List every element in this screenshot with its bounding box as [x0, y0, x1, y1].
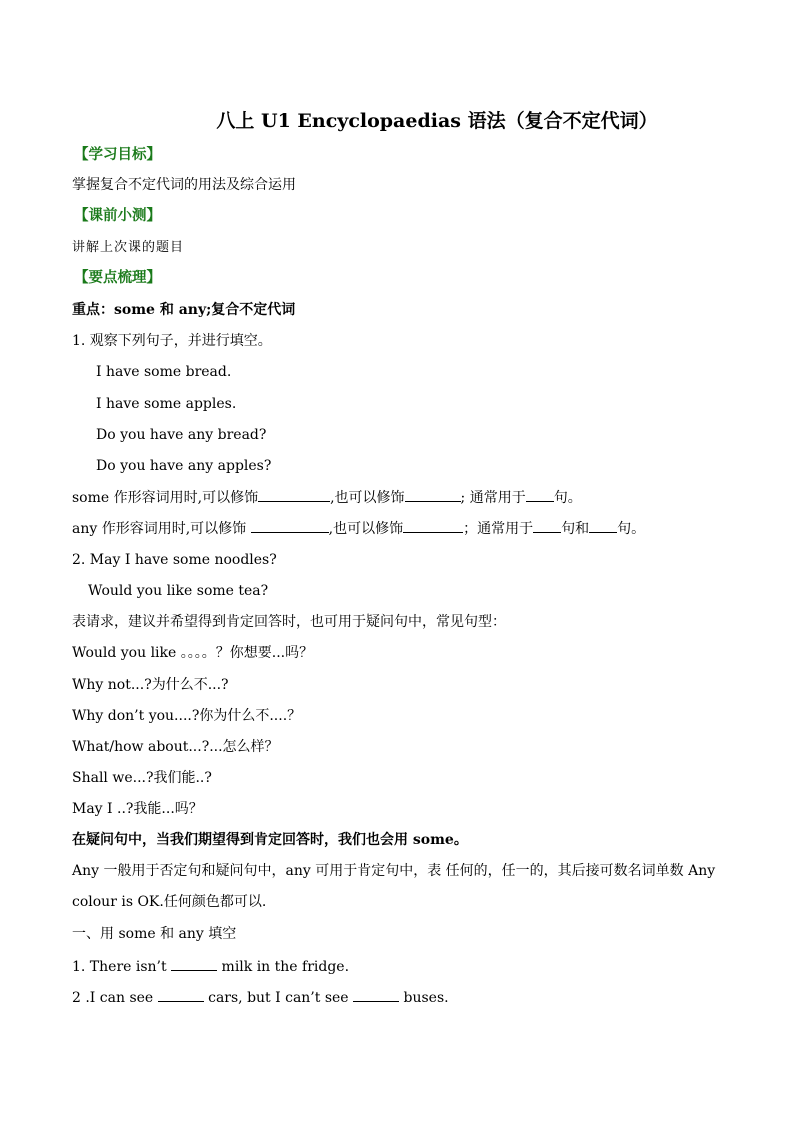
any-note: Any 一般用于否定句和疑问句中，any 可用于肯定句中，表 任何的，任一的，其后接可数名词单数 Any colour is OK.任何颜色都可以. [72, 863, 716, 910]
some-rule-text-b: ,也可以修饰 [330, 490, 405, 506]
blank-field[interactable] [403, 518, 463, 533]
blank-field[interactable] [158, 987, 204, 1002]
pattern-item: What/how about...?...怎么样？ [72, 739, 279, 755]
blank-field[interactable] [258, 487, 330, 502]
any-rule-text-d: 句和 [561, 521, 590, 537]
pattern-item: Shall we...?我们能..? [72, 770, 212, 786]
any-rule-text-c: ；通常用于 [463, 521, 534, 537]
question-2-line-2: Would you like some tea? [88, 583, 269, 599]
exercise-item [72, 987, 449, 1008]
blank-field[interactable] [353, 987, 399, 1002]
any-rule-text-a: any 作形容词用时,可以修饰 [72, 521, 251, 537]
pattern-item: May I ..?我能...吗？ [72, 801, 203, 817]
pretest-text: 讲解上次课的题目 [72, 240, 185, 255]
exercise-2-text-b: cars, but I can’t see [203, 990, 354, 1006]
objective-text: 掌握复合不定代词的用法及综合运用 [72, 177, 296, 193]
pattern-item: Why not...?为什么不...? [72, 677, 229, 693]
any-rule-text-e: 句。 [617, 521, 646, 537]
objective-header: 【学习目标】 [74, 146, 161, 163]
exercise-2-text-a: 2 .I can see [72, 990, 158, 1006]
exercise-1-text-b: milk in the fridge. [217, 959, 350, 975]
any-rule-text-b: ,也可以修饰 [328, 521, 404, 537]
pattern-item: Would you like 。。。。？你想要...吗？ [72, 645, 314, 661]
some-rule [72, 487, 582, 508]
question-1-intro: 1. 观察下列句子，并进行填空。 [72, 333, 272, 349]
pattern-item: Why don’t you....?你为什么不....？ [72, 708, 302, 724]
exercise-header: 一、用 some 和 any 填空 [72, 926, 237, 942]
points-header: 【要点梳理】 [74, 269, 161, 286]
example-sentence: Do you have any apples? [96, 458, 272, 474]
blank-field[interactable] [171, 956, 217, 971]
example-sentence: I have some bread. [96, 364, 232, 380]
exercise-item [72, 956, 349, 977]
exercise-1-text-a: 1. There isn’t [72, 959, 172, 975]
blank-field[interactable] [589, 518, 617, 533]
key-point: 重点：some 和 any;复合不定代词 [72, 302, 296, 318]
some-rule-text-c: ; 通常用于 [460, 490, 526, 506]
blank-field[interactable] [251, 518, 329, 533]
example-sentence: I have some apples. [96, 396, 237, 412]
page-title: 八上 U1 Encyclopaedias 语法（复合不定代词） [216, 110, 658, 132]
question-2-line-1: 2. May I have some noodles? [72, 552, 277, 568]
exercise-2-text-c: buses. [399, 990, 449, 1006]
any-rule [72, 518, 645, 539]
blank-field[interactable] [533, 518, 561, 533]
pretest-header: 【课前小测】 [74, 207, 161, 224]
blank-field[interactable] [526, 487, 554, 502]
request-intro: 表请求，建议并希望得到肯定回答时，也可用于疑问句中，常见句型： [72, 614, 506, 630]
blank-field[interactable] [405, 487, 461, 502]
some-rule-text-a: some 作形容词用时,可以修饰 [72, 490, 259, 506]
example-sentence: Do you have any bread? [96, 427, 267, 443]
some-rule-text-d: 句。 [553, 490, 582, 506]
bold-note: 在疑问句中，当我们期望得到肯定回答时，我们也会用 some。 [72, 832, 468, 848]
